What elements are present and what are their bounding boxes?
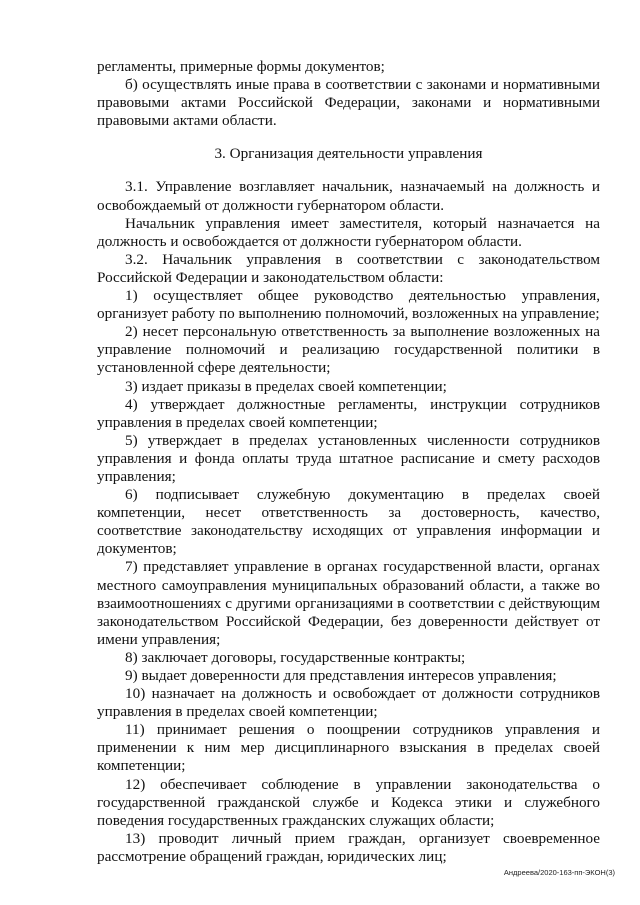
list-item: 11) принимает решения о поощрении сотрудников управления и применении к ним мер дисциплинарного взыскания в пределах своей компетенции; [97,721,600,775]
paragraph: 3.2. Начальник управления в соответствии с законодательством Российской Федерации и законодательством области: [97,250,600,286]
list-item: 1) осуществляет общее руководство деятельностью управления, организует работу по выполнению полномочий, возложенных на управление; [97,287,600,323]
list-item: 12) обеспечивает соблюдение в управлении законодательства о государственной гражданской службе и Кодекса этики и служебного поведения государственных гражданских служащих области; [97,775,600,829]
list-item: 3) издает приказы в пределах своей компетенции; [125,377,447,395]
paragraph: Начальник управления имеет заместителя, который назначается на должность и освобождается от должности губернатором области. [97,214,600,250]
section-heading: 3. Организация деятельности управления [214,145,483,163]
list-item: 9) выдает доверенности для представления интересов управления; [125,667,557,684]
list-item: 4) утверждает должностные регламенты, инструкции сотрудников управления в пределах своей компетенции; [97,395,600,431]
paragraph: регламенты, примерные формы документов; [97,58,385,75]
list-item: 2) несет персональную ответственность за выполнение возложенных на управление полномочий и реализацию государственной политики в установленной сфере деятельности; [97,323,600,377]
paragraph: 3.1. Управление возглавляет начальник, назначаемый на должность и освобождаемый от должности губернатором области. [97,178,600,214]
list-item: 13) проводит личный прием граждан, организует своевременное рассмотрение обращений граждан, юридических лиц; [97,829,600,865]
list-item: 8) заключает договоры, государственные контракты; [125,648,466,666]
document-body [97,58,600,866]
list-item: 6) подписывает служебную документацию в пределах своей компетенции, несет ответственность за достоверность, качество, соответствие законодательству исходящих от управления информации и документов; [97,486,600,558]
list-item: 5) утверждает в пределах установленных численности сотрудников управления и фонда оплаты труда штатное расписание и смету расходов управления; [97,431,600,485]
paragraph: б) осуществлять иные права в соответствии с законами и нормативными правовыми актами Российской Федерации, законами и нормативными правовыми актами области. [97,76,600,130]
list-item: 7) представляет управление в органах государственной власти, органах местного самоуправления муниципальных образований области, а также во взаимоотношениях с другими организациями в соответствии с действующим законодательством Российской Федерации, без доверенности действует от имени управления; [97,558,600,648]
document-footer-code: Андреева/2020-163-пп-ЭКОН(3) [503,868,615,877]
list-item: 10) назначает на должность и освобождает от должности сотрудников управления в пределах своей компетенции; [97,685,600,721]
